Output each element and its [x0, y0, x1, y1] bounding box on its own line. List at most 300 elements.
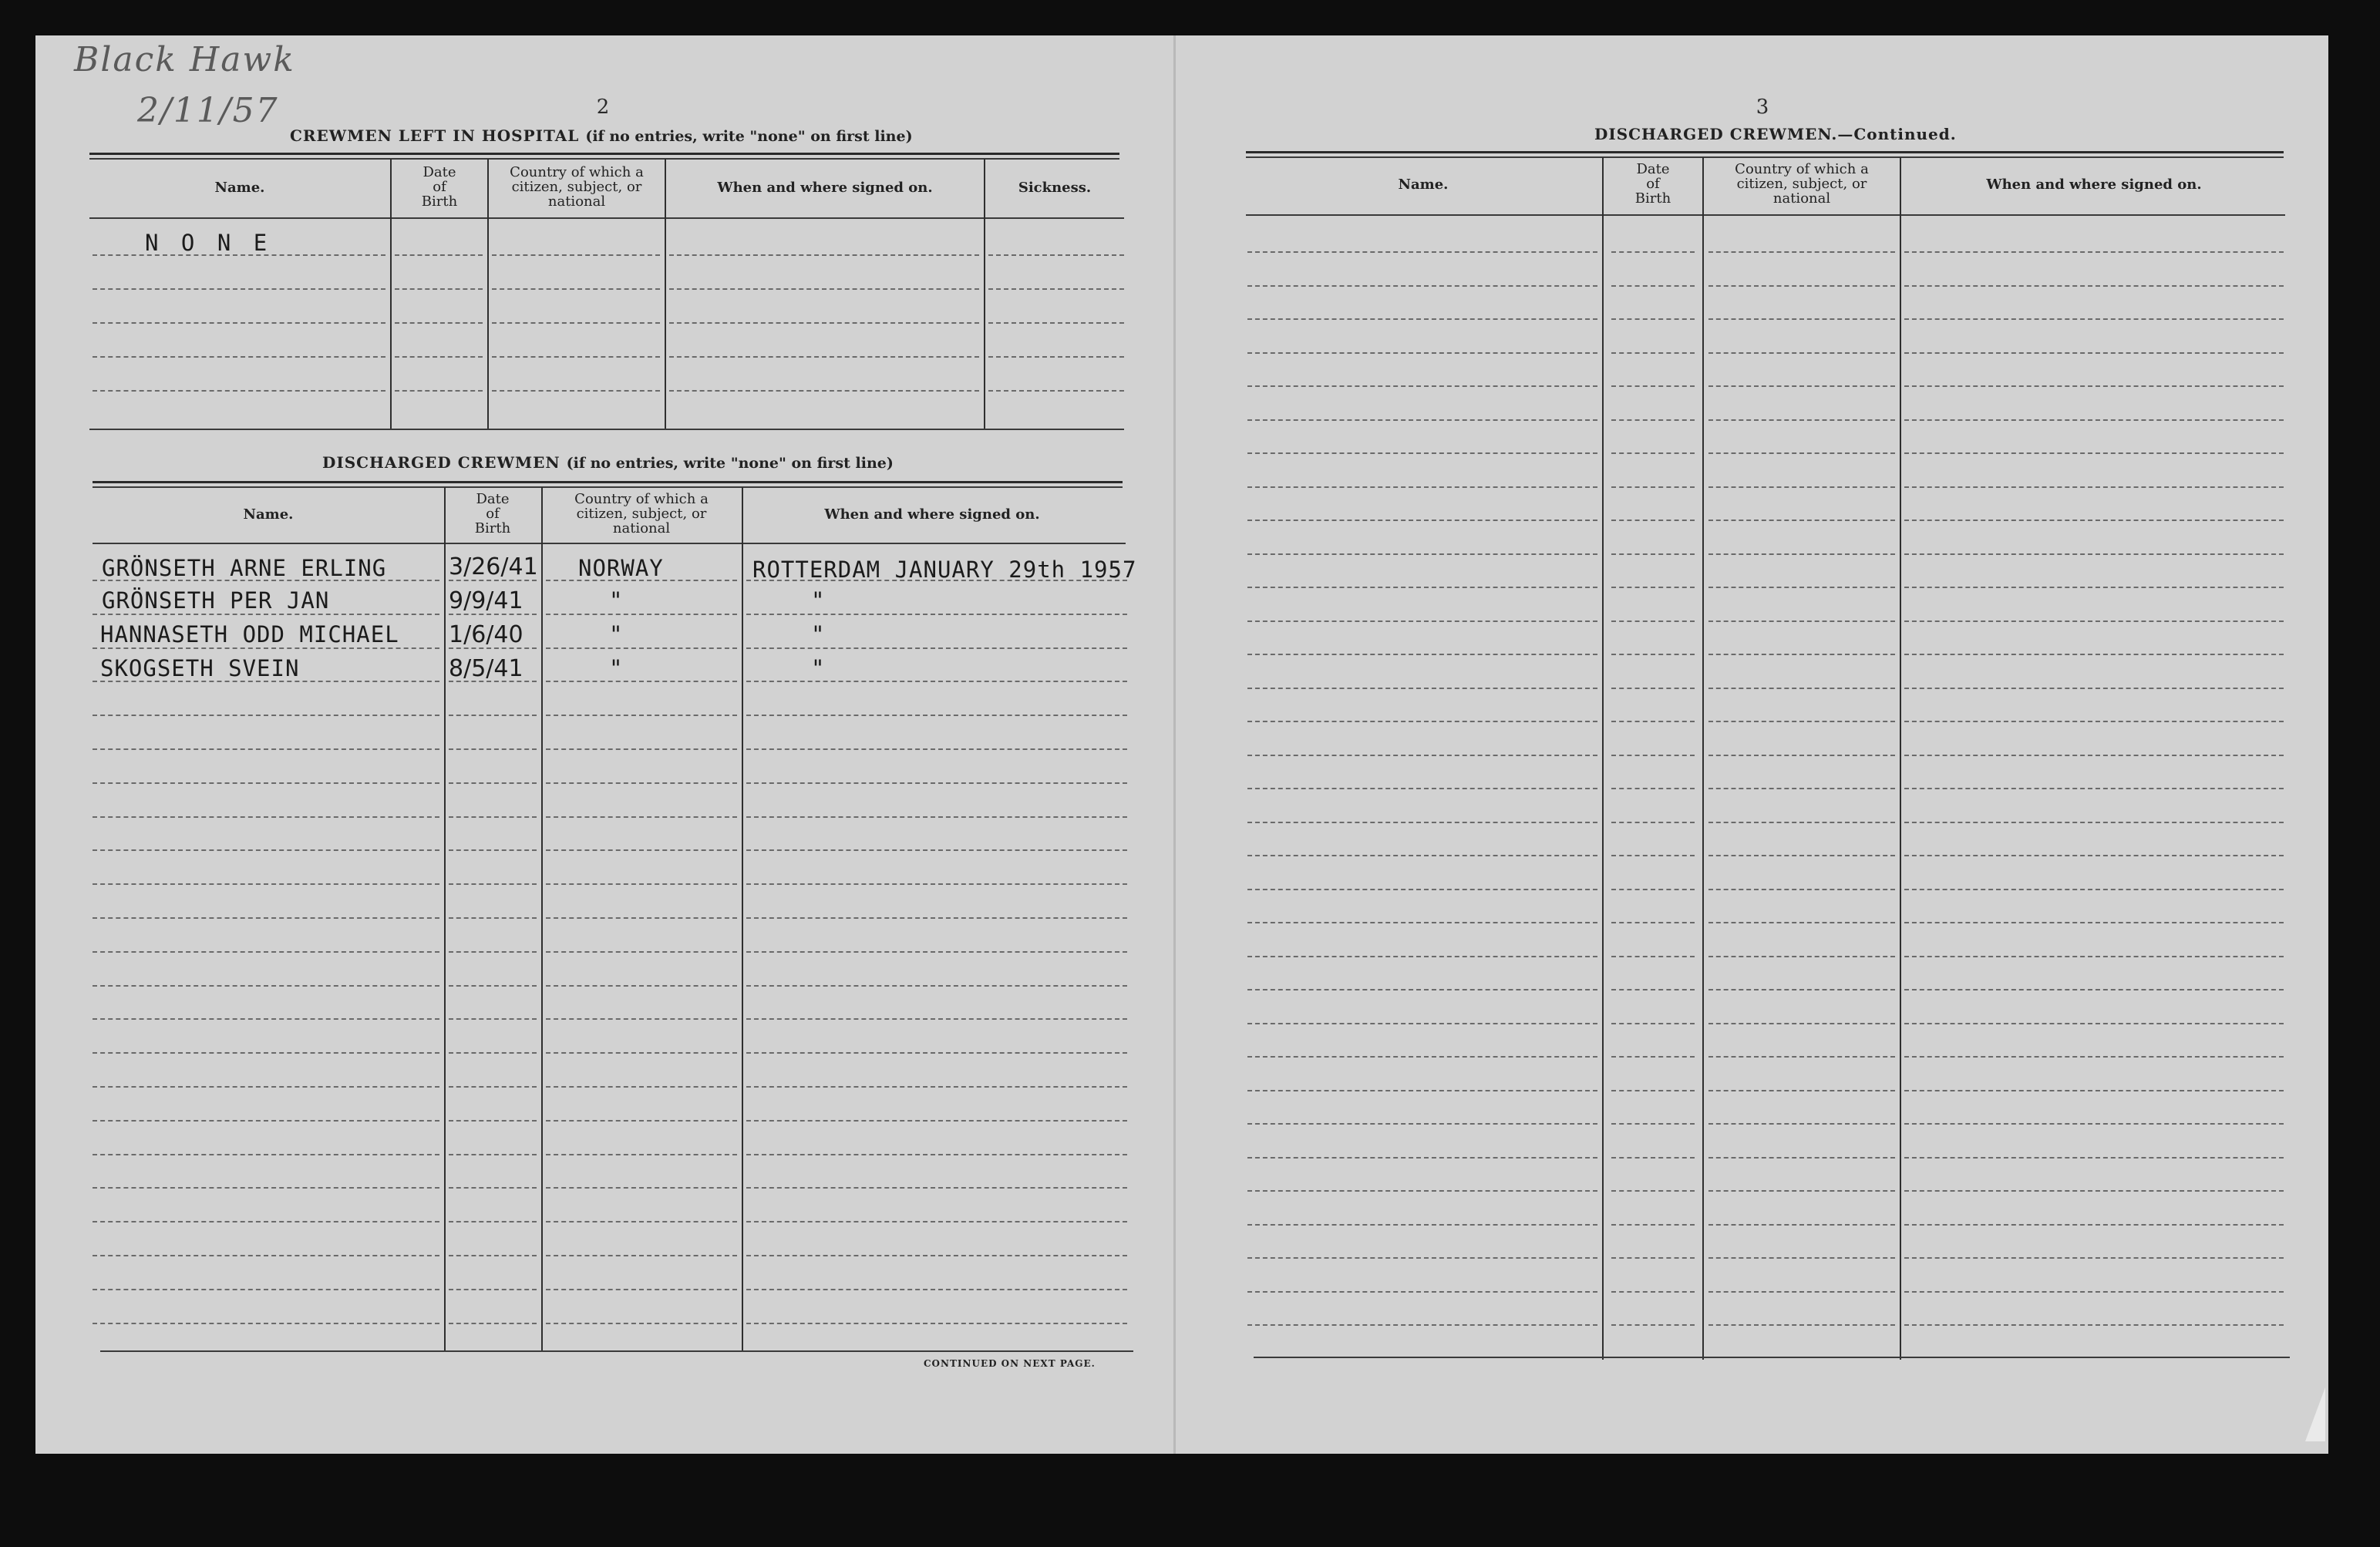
discharged-bottom-rule [100, 1350, 1133, 1352]
ruled-line [1708, 318, 1895, 320]
ruled-line [546, 748, 737, 750]
ruled-line [93, 1221, 439, 1222]
ruled-line [1904, 721, 2284, 722]
ruled-line [1611, 285, 1695, 287]
ruled-line [93, 356, 385, 358]
dob-line: Date [1636, 161, 1670, 177]
crew-row-4-signed: " [811, 655, 826, 681]
ruled-line [1247, 1257, 1597, 1259]
dob-line: Date [476, 491, 510, 507]
right-top-rule-2 [1246, 156, 2284, 158]
ruled-line [746, 647, 1127, 649]
crew-row-4-name: SKOGSETH SVEIN [100, 655, 300, 681]
ruled-line [746, 1052, 1127, 1054]
right-col-name: Name. [1398, 177, 1449, 193]
ruled-line [546, 715, 737, 716]
discharged-col-signed: When and where signed on. [824, 506, 1040, 523]
ruled-line [1904, 520, 2284, 521]
ruled-line [1247, 452, 1597, 454]
ruled-line [546, 782, 737, 784]
ruled-line [449, 1255, 537, 1256]
ruled-line [746, 748, 1127, 750]
ruled-line [1708, 587, 1895, 588]
ruled-line [1904, 654, 2284, 655]
ruled-line [93, 1154, 439, 1155]
discharged-col-dob [446, 492, 540, 536]
ruled-line [1708, 553, 1895, 555]
crew-row-3-country: " [609, 621, 624, 647]
ruled-line [746, 985, 1127, 987]
ruled-line [546, 1018, 737, 1020]
crew-row-2-dob: 9/9/41 [449, 587, 523, 614]
ruled-line [1904, 1190, 2284, 1192]
ruled-line [1611, 1023, 1695, 1024]
ruled-line [746, 883, 1127, 885]
right-vline [1900, 157, 1901, 1360]
ruled-line [546, 647, 737, 649]
hospital-entry-none: N O N E [145, 230, 272, 256]
ruled-line [1611, 251, 1695, 253]
ruled-line [1708, 922, 1895, 923]
ruled-line [1611, 1291, 1695, 1293]
ruled-line [449, 1221, 537, 1222]
right-top-rule [1246, 151, 2284, 153]
crew-row-1-name: GRÖNSETH ARNE ERLING [102, 555, 387, 581]
dob-line: of [486, 506, 500, 522]
ruled-line [1247, 385, 1597, 387]
ruled-line [1708, 1190, 1895, 1192]
country-line: citizen, subject, or [511, 179, 642, 195]
ruled-line [1611, 1257, 1695, 1259]
discharged-col-country [543, 492, 740, 536]
ruled-line [1708, 1023, 1895, 1024]
ruled-line [1708, 352, 1895, 354]
ruled-line [93, 917, 439, 919]
ruled-line [93, 1120, 439, 1122]
crew-row-1-country: NORWAY [578, 555, 664, 581]
discharged-vline [444, 487, 446, 1352]
ruled-line [746, 849, 1127, 851]
ruled-line [1611, 1157, 1695, 1159]
ruled-line [1708, 419, 1895, 421]
ruled-line [1904, 1023, 2284, 1024]
ruled-line [449, 715, 537, 716]
ruled-line [1611, 1090, 1695, 1091]
ruled-line [1904, 452, 2284, 454]
right-vline [1702, 157, 1704, 1360]
discharged-vline [742, 487, 743, 1352]
hospital-col-signed: When and where signed on. [717, 180, 933, 196]
ruled-line [546, 1289, 737, 1290]
ruled-line [746, 1221, 1127, 1222]
ruled-line [1247, 654, 1597, 655]
ruled-line [1708, 855, 1895, 856]
right-bottom-rule [1254, 1357, 2290, 1358]
discharged-col-name: Name. [243, 506, 294, 523]
ruled-line [746, 1255, 1127, 1256]
crew-row-1-signed: ROTTERDAM JANUARY 29th 1957 [752, 557, 1137, 583]
ruled-line [546, 1120, 737, 1122]
ruled-line [1611, 654, 1695, 655]
ruled-line [1247, 285, 1597, 287]
ruled-line [746, 580, 1127, 581]
hospital-section-title [290, 126, 913, 145]
ruled-line [746, 715, 1127, 716]
right-col-signed: When and where signed on. [1986, 177, 2202, 193]
ruled-line [93, 1323, 439, 1324]
ruled-line [449, 917, 537, 919]
ruled-line [546, 681, 737, 682]
ruled-line [492, 254, 660, 256]
country-line: national [612, 520, 671, 536]
ruled-line [1611, 1123, 1695, 1125]
ruled-line [1904, 1123, 2284, 1125]
ruled-line [546, 580, 737, 581]
ruled-line [1708, 486, 1895, 488]
ruled-line [1611, 1324, 1695, 1326]
ruled-line [1247, 889, 1597, 890]
hospital-vline [487, 159, 489, 430]
dob-line: Birth [421, 193, 458, 210]
hospital-instruction: (if no entries, write "none" on first line) [585, 128, 913, 145]
ruled-line [1611, 620, 1695, 622]
right-col-dob [1604, 162, 1702, 206]
ruled-line [93, 1018, 439, 1020]
discharged-top-rule-2 [93, 486, 1123, 488]
ruled-line [988, 390, 1124, 392]
ruled-line [1708, 1056, 1895, 1058]
ruled-line [1247, 620, 1597, 622]
hospital-bottom-rule [89, 429, 1124, 430]
ruled-line [1247, 922, 1597, 923]
country-line: citizen, subject, or [576, 506, 707, 522]
ruled-line [1611, 788, 1695, 789]
ruled-line [1904, 956, 2284, 957]
ruled-line [449, 748, 537, 750]
ruled-line [449, 985, 537, 987]
country-line: Country of which a [1735, 161, 1869, 177]
ruled-line [492, 390, 660, 392]
ruled-line [546, 1154, 737, 1155]
ruled-line [1904, 822, 2284, 823]
ruled-line [449, 849, 537, 851]
ruled-line [546, 1221, 737, 1222]
ruled-line [746, 1289, 1127, 1290]
hospital-vline [665, 159, 666, 430]
ruled-line [1247, 520, 1597, 521]
right-vline [1602, 157, 1604, 1360]
ruled-line [1247, 956, 1597, 957]
handwritten-vessel-name: Black Hawk [74, 40, 295, 79]
ruled-line [546, 1052, 737, 1054]
ruled-line [1247, 587, 1597, 588]
crew-row-1-dob: 3/26/41 [449, 553, 538, 580]
ruled-line [395, 254, 483, 256]
ruled-line [1611, 1056, 1695, 1058]
country-line: citizen, subject, or [1736, 176, 1867, 192]
ruled-line [1904, 1224, 2284, 1226]
ruled-line [1904, 788, 2284, 789]
ruled-line [1247, 989, 1597, 990]
ruled-line [1708, 452, 1895, 454]
ruled-line [1904, 688, 2284, 689]
hospital-col-name: Name. [214, 180, 265, 196]
ruled-line [1708, 1090, 1895, 1091]
ruled-line [1708, 385, 1895, 387]
ruled-line [669, 254, 979, 256]
hospital-col-dob [392, 165, 487, 209]
discharged-top-rule [93, 481, 1123, 483]
ruled-line [449, 1289, 537, 1290]
ruled-line [546, 1086, 737, 1088]
ruled-line [546, 985, 737, 987]
ruled-line [1708, 285, 1895, 287]
crew-row-4-dob: 8/5/41 [449, 655, 523, 682]
ruled-line [1904, 1157, 2284, 1159]
page-fold [1173, 35, 1176, 1454]
ruled-line [1611, 1224, 1695, 1226]
ruled-line [1611, 486, 1695, 488]
ruled-line [1708, 755, 1895, 756]
ruled-line [93, 883, 439, 885]
ruled-line [1611, 1190, 1695, 1192]
ruled-line [1247, 419, 1597, 421]
ruled-line [1904, 1257, 2284, 1259]
ruled-line [1708, 520, 1895, 521]
ruled-line [1247, 1291, 1597, 1293]
ruled-line [93, 390, 385, 392]
ruled-line [1247, 755, 1597, 756]
country-line: national [547, 193, 606, 210]
ruled-line [1247, 788, 1597, 789]
crew-row-3-dob: 1/6/40 [449, 621, 523, 648]
ruled-line [746, 1018, 1127, 1020]
ruled-line [746, 917, 1127, 919]
ruled-line [1611, 553, 1695, 555]
ruled-line [669, 322, 979, 324]
ruled-line [1247, 553, 1597, 555]
ruled-line [492, 356, 660, 358]
ruled-line [1611, 318, 1695, 320]
ruled-line [1708, 1157, 1895, 1159]
document-sheet [35, 35, 2328, 1454]
ruled-line [1904, 620, 2284, 622]
ruled-line [546, 614, 737, 615]
page-number-right: 3 [1756, 96, 1769, 119]
ruled-line [746, 1120, 1127, 1122]
hospital-col-sickness: Sickness. [1018, 180, 1092, 196]
ruled-line [395, 356, 483, 358]
ruled-line [449, 647, 537, 649]
paper-corner [2305, 1387, 2325, 1441]
ruled-line [449, 951, 537, 953]
ruled-line [93, 715, 439, 716]
ruled-line [1247, 1224, 1597, 1226]
ruled-line [449, 1086, 537, 1088]
ruled-line [1708, 620, 1895, 622]
discharged-section-title [322, 453, 894, 472]
ruled-line [1247, 1023, 1597, 1024]
ruled-line [1904, 385, 2284, 387]
ruled-line [1247, 721, 1597, 722]
ruled-line [1247, 1056, 1597, 1058]
ruled-line [1708, 1224, 1895, 1226]
dob-line: of [1646, 176, 1660, 192]
ruled-line [1904, 1090, 2284, 1091]
ruled-line [449, 883, 537, 885]
ruled-line [1708, 654, 1895, 655]
ruled-line [93, 748, 439, 750]
ruled-line [1904, 855, 2284, 856]
ruled-line [669, 288, 979, 290]
ruled-line [93, 681, 439, 682]
ruled-line [1247, 352, 1597, 354]
ruled-line [449, 816, 537, 818]
ruled-line [93, 951, 439, 953]
ruled-line [546, 883, 737, 885]
ruled-line [1904, 251, 2284, 253]
ruled-line [492, 288, 660, 290]
ruled-line [546, 1255, 737, 1256]
ruled-line [1708, 251, 1895, 253]
hospital-header-rule [89, 217, 1124, 219]
ruled-line [669, 390, 979, 392]
dob-line: Birth [1634, 190, 1671, 207]
ruled-line [93, 647, 439, 649]
ruled-line [1611, 520, 1695, 521]
hospital-top-rule-2 [89, 158, 1119, 160]
ruled-line [1611, 922, 1695, 923]
ruled-line [1904, 1291, 2284, 1293]
ruled-line [1247, 855, 1597, 856]
hospital-col-country [489, 165, 665, 209]
ruled-line [1708, 788, 1895, 789]
ruled-line [395, 322, 483, 324]
ruled-line [1904, 285, 2284, 287]
ruled-line [546, 917, 737, 919]
ruled-line [1247, 486, 1597, 488]
ruled-line [93, 782, 439, 784]
ruled-line [449, 1052, 537, 1054]
ruled-line [746, 614, 1127, 615]
ruled-line [746, 1154, 1127, 1155]
ruled-line [1904, 989, 2284, 990]
ruled-line [1611, 822, 1695, 823]
hospital-vline [984, 159, 985, 430]
ruled-line [449, 1120, 537, 1122]
ruled-line [449, 1018, 537, 1020]
ruled-line [1708, 1324, 1895, 1326]
ruled-line [93, 985, 439, 987]
ruled-line [1708, 1123, 1895, 1125]
ruled-line [492, 322, 660, 324]
ruled-line [1247, 1090, 1597, 1091]
ruled-line [1708, 1257, 1895, 1259]
ruled-line [1247, 251, 1597, 253]
crew-row-2-name: GRÖNSETH PER JAN [102, 587, 330, 614]
right-header-rule [1246, 214, 2285, 216]
ruled-line [93, 1187, 439, 1189]
country-line: Country of which a [574, 491, 709, 507]
ruled-line [449, 1323, 537, 1324]
ruled-line [1904, 419, 2284, 421]
ruled-line [449, 614, 537, 615]
ruled-line [1708, 688, 1895, 689]
ruled-line [1904, 1324, 2284, 1326]
ruled-line [93, 254, 385, 256]
ruled-line [988, 254, 1124, 256]
ruled-line [746, 816, 1127, 818]
ruled-line [1611, 419, 1695, 421]
ruled-line [988, 322, 1124, 324]
ruled-line [93, 816, 439, 818]
ruled-line [93, 1052, 439, 1054]
ruled-line [449, 1154, 537, 1155]
continued-footer: CONTINUED ON NEXT PAGE. [924, 1358, 1096, 1369]
ruled-line [93, 849, 439, 851]
ruled-line [746, 1323, 1127, 1324]
crew-row-3-name: HANNASETH ODD MICHAEL [100, 621, 399, 647]
ruled-line [988, 356, 1124, 358]
ruled-line [1611, 956, 1695, 957]
country-line: Country of which a [510, 164, 644, 180]
ruled-line [1611, 755, 1695, 756]
ruled-line [93, 322, 385, 324]
ruled-line [1611, 352, 1695, 354]
ruled-line [1904, 486, 2284, 488]
dob-line: of [433, 179, 446, 195]
dob-line: Birth [474, 520, 511, 536]
ruled-line [1904, 889, 2284, 890]
ruled-line [546, 849, 737, 851]
ruled-line [93, 1086, 439, 1088]
ruled-line [546, 1187, 737, 1189]
ruled-line [546, 816, 737, 818]
ruled-line [1247, 318, 1597, 320]
ruled-line [1611, 889, 1695, 890]
ruled-line [1708, 989, 1895, 990]
ruled-line [1904, 922, 2284, 923]
ruled-line [1904, 553, 2284, 555]
ruled-line [1611, 721, 1695, 722]
discharged-vline [541, 487, 543, 1352]
ruled-line [1904, 318, 2284, 320]
ruled-line [93, 288, 385, 290]
ruled-line [1611, 587, 1695, 588]
right-col-country [1704, 162, 1900, 206]
ruled-line [669, 356, 979, 358]
ruled-line [746, 1187, 1127, 1189]
ruled-line [988, 288, 1124, 290]
dob-line: Date [422, 164, 456, 180]
ruled-line [395, 288, 483, 290]
discharged-header-rule [93, 543, 1126, 544]
ruled-line [449, 782, 537, 784]
crew-row-3-signed: " [811, 621, 826, 647]
country-line: national [1772, 190, 1831, 207]
ruled-line [1247, 1190, 1597, 1192]
ruled-line [1247, 1324, 1597, 1326]
ruled-line [746, 951, 1127, 953]
ruled-line [746, 1086, 1127, 1088]
ruled-line [1611, 688, 1695, 689]
ruled-line [1708, 1291, 1895, 1293]
ruled-line [93, 1289, 439, 1290]
ruled-line [1708, 956, 1895, 957]
ruled-line [1247, 822, 1597, 823]
handwritten-date: 2/11/57 [137, 91, 279, 130]
hospital-title-text: CREWMEN LEFT IN HOSPITAL [290, 126, 580, 145]
